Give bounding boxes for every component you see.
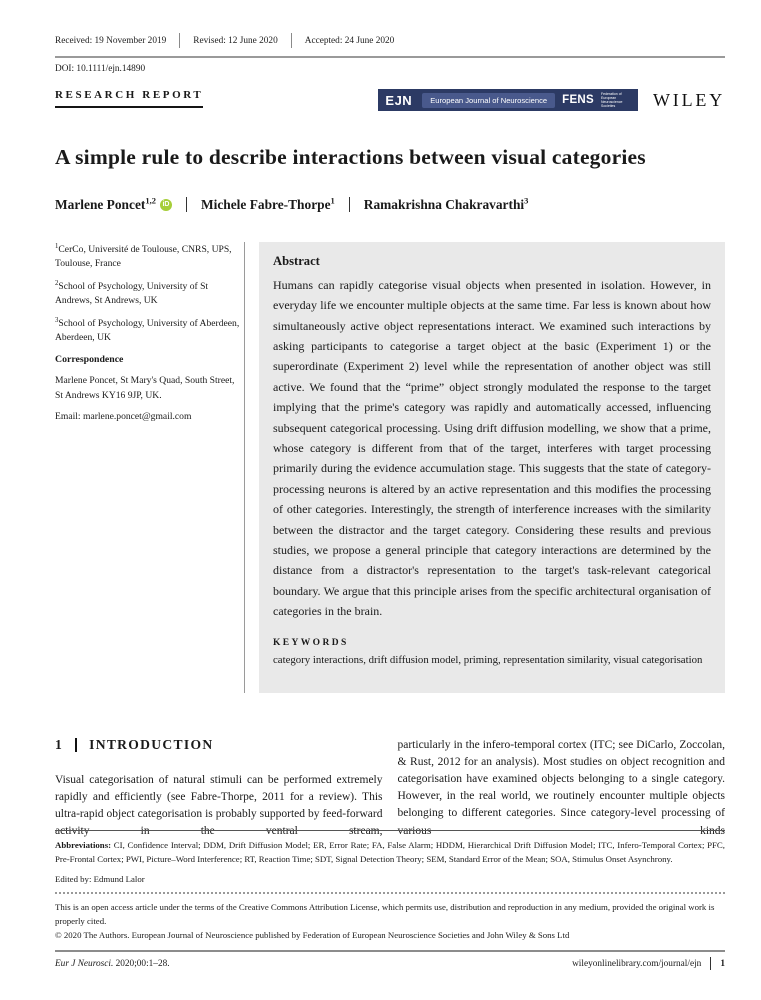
author-affiliation-sup: 1 <box>330 195 335 206</box>
separator <box>349 197 350 212</box>
separator <box>186 197 187 212</box>
author-affiliation-sup: 1,2 <box>145 195 156 206</box>
left-column <box>55 737 383 841</box>
ejn-abbr-logo: EJN <box>385 92 413 108</box>
section-number: 1 <box>55 736 64 752</box>
header-rule <box>55 56 725 58</box>
journal-url[interactable]: wileyonlinelibrary.com/journal/ejn <box>572 958 702 969</box>
revised-date: Revised: 12 June 2020 <box>193 35 278 46</box>
abstract-heading: Abstract <box>273 253 320 268</box>
journal-name-band: European Journal of Neuroscience <box>422 93 555 108</box>
fens-logo: FENS <box>562 94 595 106</box>
running-footer <box>55 957 725 970</box>
correspondence-address: Marlene Poncet, St Mary's Quad, South Street, St Andrews KY16 9JP, UK. <box>55 375 235 401</box>
author-affiliation-sup: 3 <box>524 195 529 206</box>
edited-by: Edited by: Edmund Lalor <box>55 873 145 884</box>
fens-small-text: Federation of European Neuroscience Societies <box>601 91 623 109</box>
abbreviations-label: Abbreviations: <box>55 840 112 850</box>
footnote-rule <box>55 830 725 831</box>
right-column <box>398 737 726 841</box>
article-history <box>55 33 725 56</box>
author-name[interactable]: Michele Fabre-Thorpe$^1$ <box>200 195 335 212</box>
author-name[interactable]: Ramakrishna Chakravarthi$^3$ <box>363 195 529 212</box>
separator <box>291 33 292 48</box>
correspondence-heading: Correspondence <box>55 353 124 365</box>
footer-rule <box>55 950 725 952</box>
abbreviations: Abbreviations: CI, Confidence Interval; DDM, Drift Diffusion Model; ER, Error Rate; FA, False Alarm; HDDM, Hierarchical Drift Diffusion Model; ITC, Infero-Temporal Cortex; PFC, Pre-Frontal Cortex; PWI, Picture–Word Interference; RT, Reaction Time; SDT, Signal Detection Theory; SEM, Standard Error of the Mean; SOA, Stimulus Onset Asynchrony. <box>55 840 726 865</box>
dotted-rule <box>55 892 725 894</box>
correspondence-email[interactable]: Email: marlene.poncet@gmail.com <box>55 411 192 423</box>
doi-link[interactable]: DOI: 10.1111/ejn.14890 <box>55 64 146 74</box>
affiliation: $^1$CerCo, Université de Toulouse, CNRS, UPS, Toulouse, France <box>55 242 232 270</box>
article-type-row <box>55 89 725 111</box>
body-paragraph: Visual categorisation of natural stimuli can be performed extremely rapidly and efficiently (see Fabre-Thorpe, 2011 for a review). This ultra-rapid object categorisation is probably supported by feed-forward activity in the ventral stream, <box>55 773 383 838</box>
copyright-text: © 2020 The Authors. European Journal of Neuroscience published by Federation of European Neuroscience Societies and John Wiley & Sons Ltd <box>55 930 570 940</box>
page-footer <box>55 830 725 970</box>
ejn-logo <box>378 89 638 111</box>
section-heading <box>55 737 383 753</box>
license-text: This is an open access article under the terms of the Creative Commons Attribution License, which permits use, distribution and reproduction in any medium, provided the original work is properly cited. <box>55 901 715 926</box>
orcid-icon[interactable]: iD <box>160 199 172 211</box>
column-divider <box>244 242 245 693</box>
received-date: Received: 19 November 2019 <box>55 35 167 46</box>
citation: Eur J Neurosci. 2020;00:1–28. <box>55 958 170 969</box>
footer-right <box>572 957 725 970</box>
section-title: INTRODUCTION <box>89 736 214 752</box>
wiley-logo: WILEY <box>653 89 725 110</box>
author-info-column <box>55 242 241 693</box>
author-name[interactable]: Marlene Poncet$^{1,2}$ <box>55 195 156 212</box>
accepted-date: Accepted: 24 June 2020 <box>304 35 395 46</box>
separator <box>710 957 711 970</box>
abstract-section <box>55 242 725 693</box>
author-list <box>55 197 725 213</box>
affiliation: $^2$School of Psychology, University of St Andrews, St Andrews, UK <box>55 279 209 307</box>
affiliation: $^3$School of Psychology, University of Aberdeen, Aberdeen, UK <box>55 316 240 344</box>
journal-logos <box>378 89 725 111</box>
article-title: A simple rule to describe interactions between visual categories <box>55 145 646 169</box>
body-paragraph: particularly in the infero-temporal cortex (ITC; see DiCarlo, Zoccolan, & Rust, 2012 for an analysis). Most studies on object recognition and categorisation have examined objects belonging to a single category. However, in the real world, we routinely encounter multiple objects belonging to different categories. Since category-level processing of various kinds <box>397 738 725 837</box>
keywords-heading: KEYWORDS <box>273 637 349 648</box>
page-number: 1 <box>720 958 725 969</box>
abstract-box <box>259 242 725 693</box>
article-type-label: RESEARCH REPORT <box>55 89 203 108</box>
abstract-text: Humans can rapidly categorise visual objects when presented in isolation. However, in everyday life we encounter multiple objects at the same time. Far less is known about how simultaneously active object representations interact. We examined such interactions by asking participants to categorise a target object at the basic (Experiment 1) or the superordinate (Experiment 2) level while the representation of another object was still active. We found that the “prime” object strongly modulated the response to the target implying that the prime's category was rapidly and automatically accessed, influencing subsequent categorical processing. Using drift diffusion modelling, we show that a prime, whose category is different from that of the target, interferes with target processing primarily during the evidence accumulation stage. This suggests that the state of category-processing neurons is altered by an active representation and this modifies the processing of other categories. Interestingly, the strength of interference increases with the similarity between the distractor and the target category. Considering these results and previous studies, we propose a general principle that category interactions are determined by the distance from a distractor's representation to the target's task-relevant categorical boundary. We argue that this principle arises from the specific architectural organisation of categories in the brain. <box>273 277 711 619</box>
separator <box>75 738 77 752</box>
separator <box>179 33 180 48</box>
keywords-text: category interactions, drift diffusion model, priming, representation similarity, visual categorisation <box>273 653 703 666</box>
introduction-section <box>55 737 725 841</box>
